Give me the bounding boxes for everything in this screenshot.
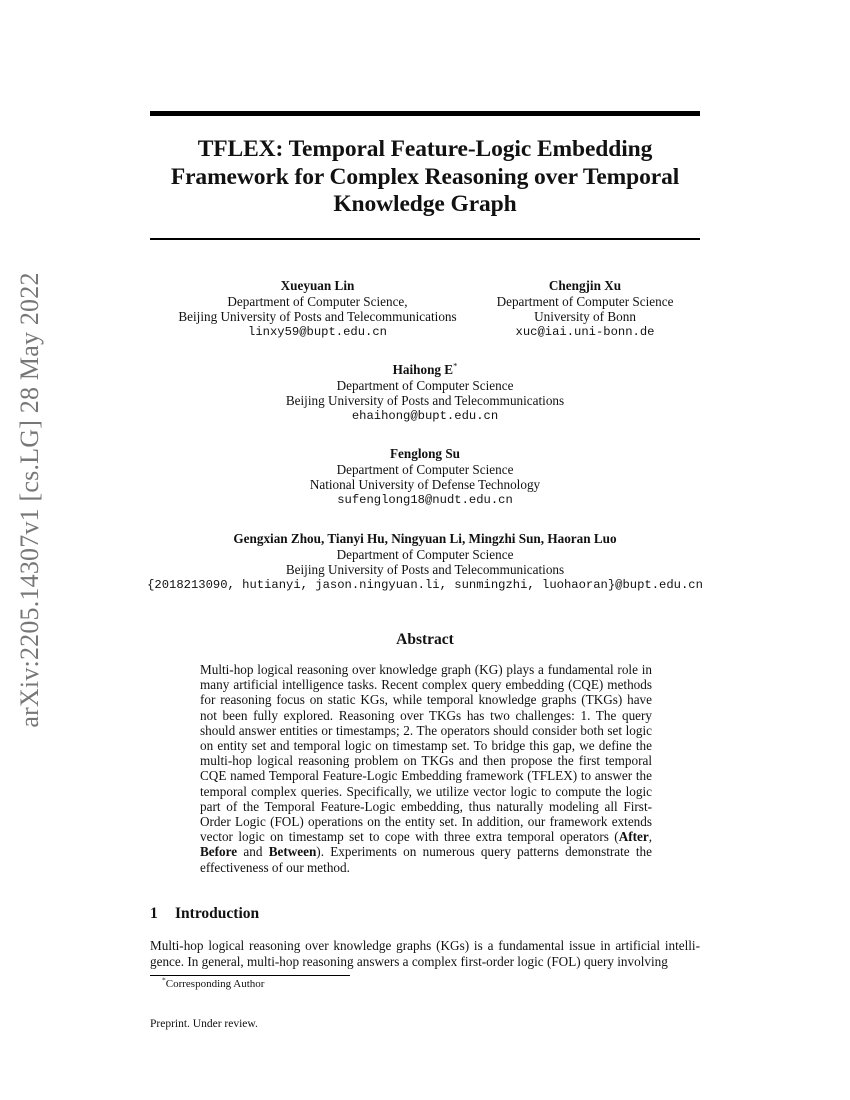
author-block (150, 362, 700, 424)
arxiv-identifier-stamp (8, 272, 52, 728)
abstract-separator: and (237, 844, 269, 860)
author-email[interactable]: {2018213090, hutianyi, jason.ningyuan.li, sunmingzhi, luohaoran}@bupt.edu.cn (147, 577, 703, 592)
author-affiliation: Department of Computer Science, (227, 293, 408, 309)
operator-between: Between (268, 844, 317, 860)
title-line: Knowledge Graph (333, 191, 517, 217)
author-email[interactable]: ehaihong@bupt.edu.cn (351, 408, 499, 423)
author-block (485, 278, 685, 340)
author-name: Fenglong Su (390, 446, 460, 461)
author-affiliation: Department of Computer Science (336, 461, 514, 477)
paper-title (150, 136, 700, 219)
arxiv-identifier-text: arXiv:2205.14307v1 [cs.LG] 28 May 2022 (15, 272, 44, 728)
author-name: Haihong E (392, 362, 454, 377)
author-email[interactable]: xuc@iai.uni-bonn.de (515, 324, 655, 339)
abstract-text: Multi-hop logical reasoning over knowledge graph (KG) plays a fundamental role in many artificial intelligence tasks. Recent complex query embedding (CQE) methods for reasoning focus on static KGs, while temporal knowledge graphs (TKGs) have not been fully explored. Reasoning over TKGs has two challenges: 1. The query should answer entities or timestamps; 2. The operators should consider both set logic on entity set and temporal logic on timestamp set. To bridge this gap, we define the multi-hop logical reasoning problem on TKGs and then propose the first temporal CQE named Temporal Feature-Logic Embedding framework (TFLEX) to answer the temporal complex queries. Specifically, we utilize vector logic to compute the logic part of the Temporal Feature-Logic embedding, thus naturally modeling all First-Order Logic (FOL) operations on the entity set. In addition, our framework extends vector logic on timestamp set to cope with three extra temporal operators ( (200, 662, 652, 845)
footnote-mark: * (162, 975, 166, 985)
abstract-heading: Abstract (396, 631, 454, 648)
author-affiliation: Beijing University of Posts and Telecommunications (178, 309, 457, 325)
abstract-body (200, 662, 652, 875)
footnote (162, 975, 265, 990)
author-name: Gengxian Zhou, Tianyi Hu, Ningyuan Li, Mingzhi Sun, Haoran Luo (233, 531, 617, 546)
author-name: Xueyuan Lin (280, 278, 355, 293)
footnote-rule (150, 975, 350, 976)
author-affiliation: Beijing University of Posts and Telecommunications (285, 562, 565, 578)
abstract-separator: , (648, 829, 652, 845)
operator-before: Before (200, 844, 238, 860)
author-affiliation: University of Bonn (534, 309, 636, 325)
author-affiliation: Department of Computer Science (336, 377, 514, 393)
abstract-text: ). Experiments on numerous query patterns demonstrate the effectiveness of our method. (200, 844, 653, 875)
title-line: TFLEX: Temporal Feature-Logic Embedding (197, 136, 653, 162)
preprint-note: Preprint. Under review. (150, 1018, 258, 1030)
author-affiliation: Department of Computer Science (336, 546, 514, 562)
author-block (150, 446, 700, 508)
title-line: Framework for Complex Reasoning over Temporal (170, 163, 680, 190)
title-bottom-rule (150, 238, 700, 240)
section-body: Multi-hop logical reasoning over knowledge graphs (KGs) is a fundamental issue in artificial intelli-gence. In general, multi-hop reasoning answers a complex first-order logic (FOL) query involving (150, 938, 700, 969)
title-top-rule (150, 111, 700, 116)
author-email[interactable]: sufenglong18@nudt.edu.cn (337, 492, 513, 507)
section-number: 1 (150, 905, 158, 922)
author-block (150, 278, 485, 340)
corresponding-author-mark: * (453, 360, 458, 371)
footnote-text: Corresponding Author (165, 978, 265, 990)
author-affiliation: Beijing University of Posts and Telecommunications (285, 393, 565, 409)
section-heading (150, 905, 259, 923)
section-title: Introduction (175, 905, 260, 922)
author-name: Chengjin Xu (548, 278, 622, 293)
author-name-line (150, 362, 700, 378)
author-block (130, 531, 720, 593)
author-affiliation: Department of Computer Science (496, 293, 674, 309)
author-email[interactable]: linxy59@bupt.edu.cn (248, 324, 387, 339)
author-affiliation: National University of Defense Technology (309, 477, 541, 493)
operator-after: After (618, 829, 649, 845)
